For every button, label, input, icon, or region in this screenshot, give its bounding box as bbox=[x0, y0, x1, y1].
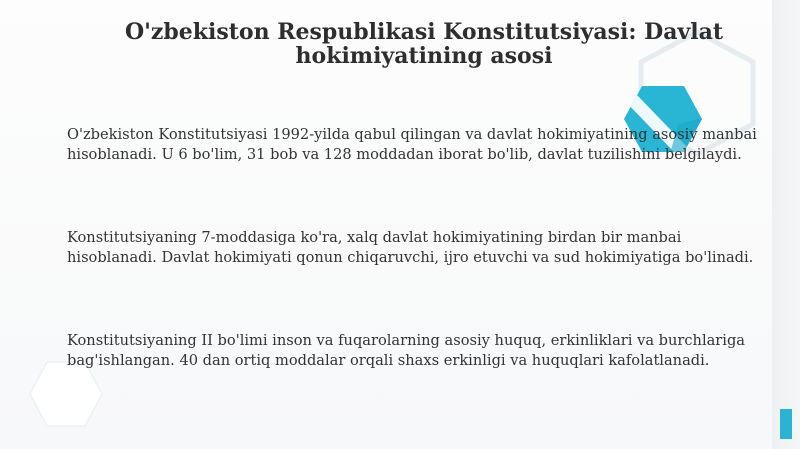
paragraph-article-7: Konstitutsiyaning 7-moddasiga ko'ra, xalq davlat hokimiyatining birdan bir manbai hisoblanadi. Davlat hokimiyati qonun chiqaruvchi, ijro etuvchi va sud hokimiyatiga bo'linadi. bbox=[67, 229, 754, 266]
slide-title: O'zbekiston Respublikasi Konstitutsiyasi: Davlat hokimiyatining asosi bbox=[124, 19, 724, 69]
accent-bar bbox=[780, 409, 792, 439]
paragraph-section-2-rights: Konstitutsiyaning II bo'limi inson va fuqarolarning asosiy huquq, erkinliklari va burchlariga bag'ishlangan. 40 dan ortiq moddalar orqali shaxs erkinligi va huquqlari kafolatlanadi. bbox=[67, 332, 745, 369]
paragraph-constitution-adoption: O'zbekiston Konstitutsiyasi 1992-yilda qabul qilingan va davlat hokimiyatining asosiy manbai hisoblanadi. U 6 bo'lim, 31 bob va 128 moddadan iborat bo'lib, davlat tuzilishini belgilaydi. bbox=[67, 126, 757, 163]
